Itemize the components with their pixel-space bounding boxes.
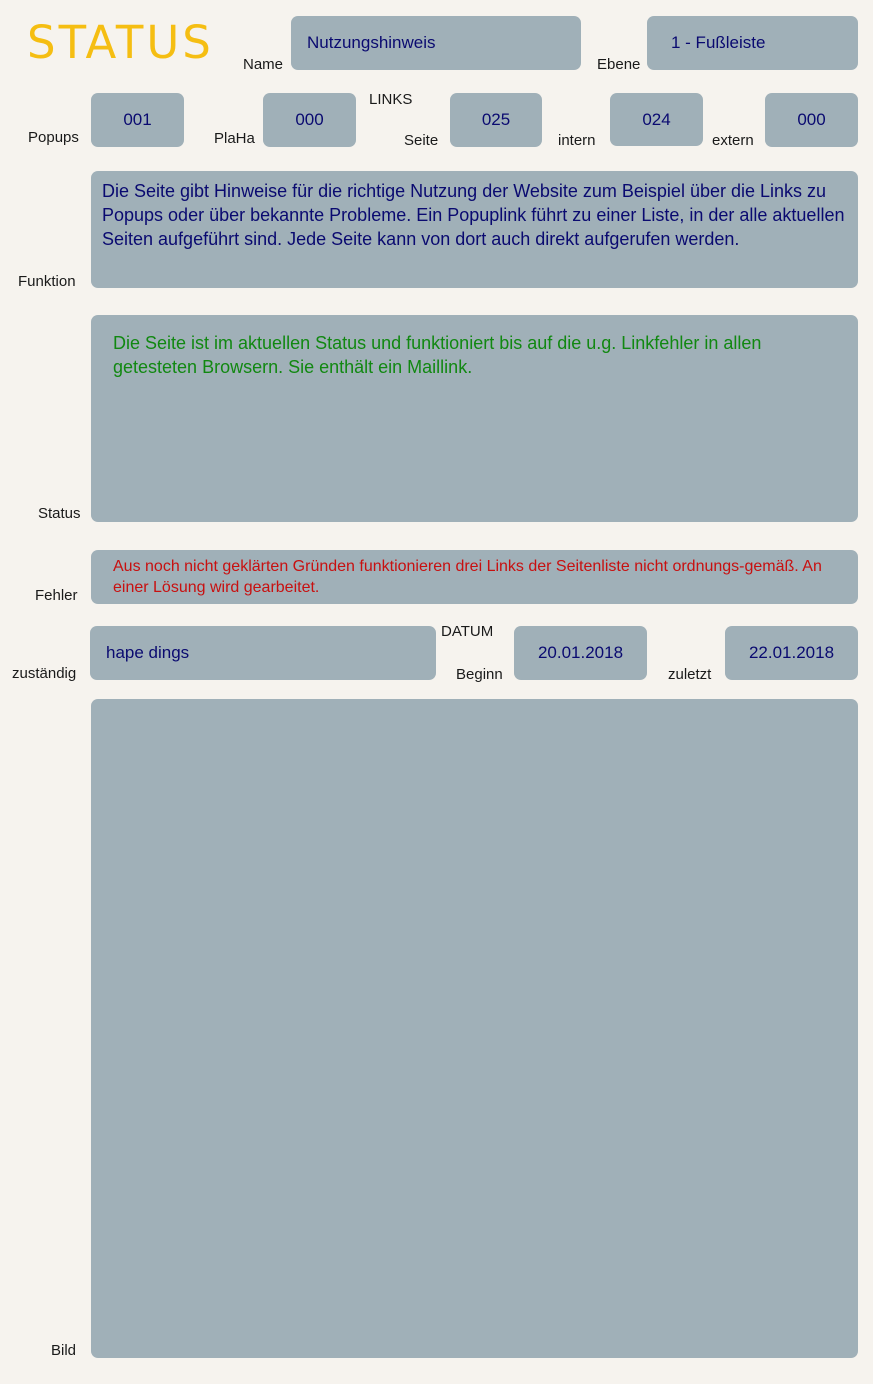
popups-field[interactable]: 001 xyxy=(91,93,184,147)
datum-heading: DATUM xyxy=(441,623,494,640)
beginn-label: Beginn xyxy=(456,666,503,683)
name-label: Name xyxy=(243,56,284,73)
seite-field[interactable]: 025 xyxy=(450,93,542,147)
status-textarea[interactable]: Die Seite ist im aktuellen Status und funktioniert bis auf die u.g. Linkfehler in allen getesteten Browsern. Sie enthält ein Maillink. xyxy=(91,315,858,522)
links-heading: LINKS xyxy=(369,91,413,108)
seite-label: Seite xyxy=(404,132,439,149)
extern-label: extern xyxy=(712,132,754,149)
funktion-textarea[interactable]: Die Seite gibt Hinweise für die richtige Nutzung der Website zum Beispiel über die Links zu Popups oder über bekannte Probleme. Ein Popuplink führt zu einer Liste, in der alle aktuellen Seiten aufgeführt sind. Jede Seite kann von dort auch direkt aufgerufen werden. xyxy=(91,171,858,288)
zuletzt-label: zuletzt xyxy=(668,666,712,683)
ebene-label: Ebene xyxy=(597,56,641,73)
name-field[interactable]: Nutzungshinweis xyxy=(291,16,581,70)
zustaendig-label: zuständig xyxy=(12,665,77,682)
zustaendig-field[interactable]: hape dings xyxy=(90,626,436,680)
intern-field[interactable]: 024 xyxy=(610,93,703,146)
fehler-textarea[interactable]: Aus noch nicht geklärten Gründen funktionieren drei Links der Seitenliste nicht ordnungs-gemäß. An einer Lösung wird gearbeitet. xyxy=(91,550,858,604)
bild-image-area xyxy=(91,699,858,1358)
extern-field[interactable]: 000 xyxy=(765,93,858,147)
page-title: STATUS xyxy=(27,16,214,69)
status-label: Status xyxy=(38,505,81,522)
bild-label: Bild xyxy=(51,1342,77,1359)
intern-label: intern xyxy=(558,132,596,149)
plaha-label: PlaHa xyxy=(214,130,255,147)
zuletzt-date-field[interactable]: 22.01.2018 xyxy=(725,626,858,680)
funktion-label: Funktion xyxy=(18,273,76,290)
plaha-field[interactable]: 000 xyxy=(263,93,356,147)
popups-label: Popups xyxy=(28,129,79,146)
beginn-date-field[interactable]: 20.01.2018 xyxy=(514,626,647,680)
fehler-label: Fehler xyxy=(35,587,78,604)
ebene-field[interactable]: 1 - Fußleiste xyxy=(647,16,858,70)
